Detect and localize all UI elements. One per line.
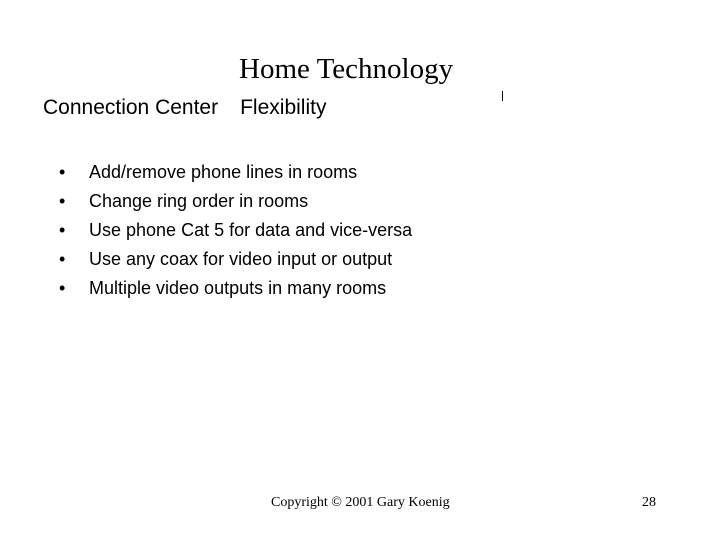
text-cursor-mark <box>502 91 503 101</box>
bullet-dot: • <box>59 162 66 182</box>
slide-title: Home Technology <box>239 53 454 85</box>
bullet-dot: • <box>59 278 66 298</box>
bullet-text: Add/remove phone lines in rooms <box>89 162 358 182</box>
subtitle-flexibility: Flexibility <box>240 96 327 119</box>
subtitle-connection-center: Connection Center <box>43 96 219 119</box>
bullet-text: Change ring order in rooms <box>89 191 309 211</box>
footer-page-number: 28 <box>642 495 656 510</box>
bullet-dot: • <box>59 249 66 269</box>
bullet-text: Multiple video outputs in many rooms <box>89 278 387 298</box>
bullet-dot: • <box>59 220 66 240</box>
bullet-dot: • <box>59 191 66 211</box>
slide-subtitle <box>43 95 326 121</box>
bullet-text: Use phone Cat 5 for data and vice-versa <box>89 220 413 240</box>
bullet-text: Use any coax for video input or output <box>89 249 393 269</box>
footer-copyright: Copyright © 2001 Gary Koenig <box>271 495 450 510</box>
